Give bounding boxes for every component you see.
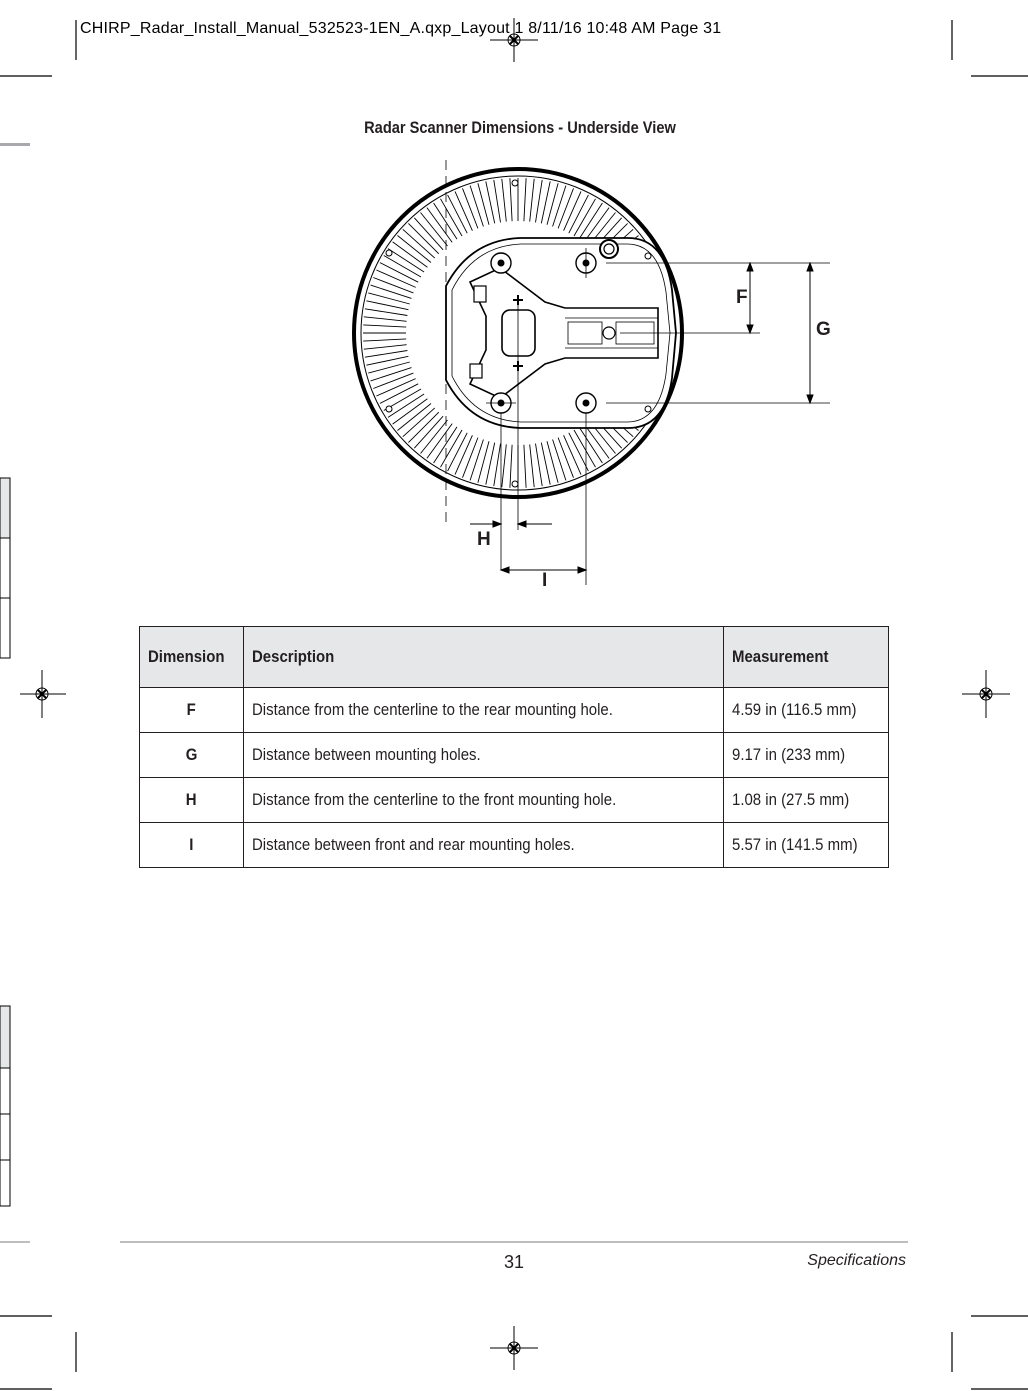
dimension-label-i: I [542, 570, 548, 591]
cell-dimension: I [140, 823, 244, 868]
cell-dimension: H [140, 778, 244, 823]
header-dimension: Dimension [140, 627, 244, 688]
cell-measurement: 5.57 in (141.5 mm) [724, 823, 889, 868]
cell-description: Distance between mounting holes. [243, 733, 723, 778]
dimension-label-f: F [736, 287, 748, 308]
figure-title: Radar Scanner Dimensions - Underside View [364, 118, 676, 137]
section-name: Specifications [807, 1252, 906, 1269]
dimensions-table [139, 626, 889, 868]
table-header-row [140, 627, 889, 688]
table-row [140, 823, 889, 868]
radar-underside-drawing [354, 160, 830, 585]
print-slug: CHIRP_Radar_Install_Manual_532523-1EN_A.qxp_Layout 1 8/11/16 10:48 AM Page 31 [80, 20, 722, 37]
cell-description: Distance from the centerline to the front mounting hole. [243, 778, 723, 823]
header-description: Description [243, 627, 723, 688]
cell-measurement: 4.59 in (116.5 mm) [724, 688, 889, 733]
table-row [140, 733, 889, 778]
table-row [140, 688, 889, 733]
cell-measurement: 1.08 in (27.5 mm) [724, 778, 889, 823]
side-tabs [0, 143, 30, 1206]
dimension-label-g: G [816, 319, 831, 340]
cell-measurement: 9.17 in (233 mm) [724, 733, 889, 778]
cell-dimension: G [140, 733, 244, 778]
cell-dimension: F [140, 688, 244, 733]
reg-mark-left [20, 670, 66, 718]
dimension-label-h: H [477, 529, 491, 550]
cell-description: Distance from the centerline to the rear mounting hole. [243, 688, 723, 733]
header-measurement: Measurement [724, 627, 889, 688]
reg-mark-bottom [490, 1326, 538, 1370]
page-number: 31 [504, 1252, 525, 1272]
reg-mark-right [962, 670, 1010, 718]
cell-description: Distance between front and rear mounting holes. [243, 823, 723, 868]
table-row [140, 778, 889, 823]
